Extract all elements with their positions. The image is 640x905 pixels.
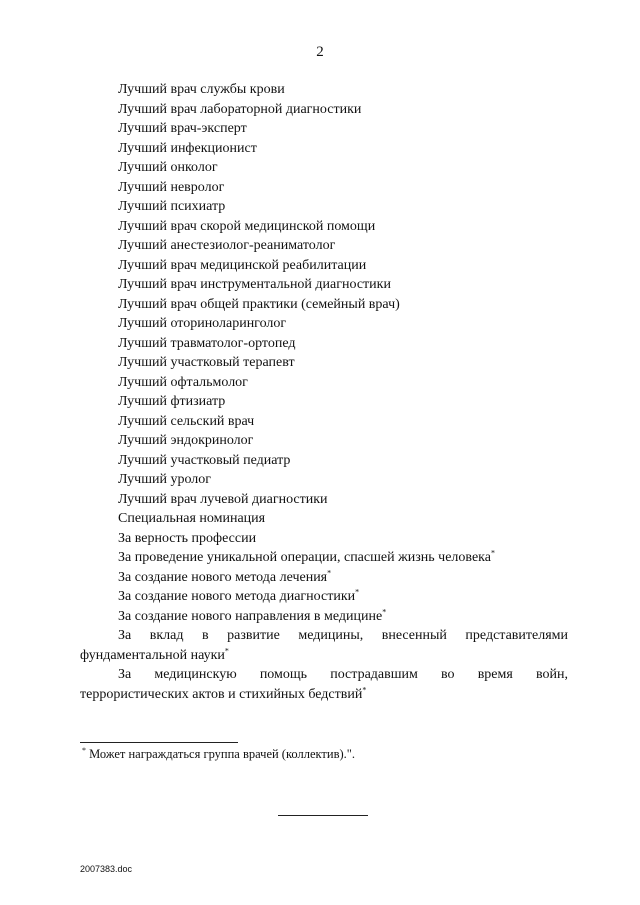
footnote-mark: * <box>382 606 387 616</box>
starred-item-text: За создание нового метода диагностики <box>118 589 356 604</box>
starred-item <box>118 548 568 568</box>
starred-item-text: За проведение уникальной операции, спасшей жизнь человека <box>118 550 491 565</box>
word: медицины, <box>298 628 364 643</box>
list-item: Лучший травматолог-ортопед <box>118 335 296 351</box>
paragraph-disaster-aid <box>80 665 568 704</box>
list-item: Лучший врач медицинской реабилитации <box>118 257 367 273</box>
word: пострадавшим <box>330 667 418 682</box>
list-item: За верность профессии <box>118 530 257 546</box>
paragraph-line <box>80 665 568 685</box>
list-item: Лучший невролог <box>118 179 225 195</box>
paragraph-line <box>80 685 568 705</box>
list-item: Лучший инфекционист <box>118 140 257 156</box>
word: войн, <box>535 667 568 682</box>
starred-item-text: За создание нового метода лечения <box>118 569 328 585</box>
word: в <box>202 628 209 643</box>
word: помощь <box>259 667 308 682</box>
starred-item <box>118 607 568 627</box>
list-item: Лучший фтизиатр <box>118 394 226 409</box>
list-item: Лучший анестезиолог-реаниматолог <box>118 238 336 253</box>
word: развитие <box>227 628 280 643</box>
footnote-mark: * <box>224 645 229 655</box>
list-item: Специальная номинация <box>118 511 266 526</box>
word: За <box>118 628 132 643</box>
word: представителями <box>465 628 568 643</box>
word: внесенный <box>381 628 447 643</box>
footnote-mark: * <box>82 745 86 755</box>
list-item: Лучший врач службы крови <box>118 82 285 97</box>
footnote-mark: * <box>362 684 367 694</box>
nomination-list <box>118 80 568 626</box>
word: время <box>477 667 513 682</box>
footnote-text: Может награждаться группа врачей (коллектив).". <box>89 747 355 761</box>
list-item: Лучший офтальмолог <box>118 374 248 390</box>
list-item: Лучший уролог <box>118 472 211 487</box>
list-item: Лучший оториноларинголог <box>118 316 287 331</box>
paragraph-fundamental-science <box>80 626 568 665</box>
list-item: Лучший врач лучевой диагностики <box>118 491 328 507</box>
paragraph-line <box>80 646 568 666</box>
paragraph-text: фундаментальной науки <box>80 647 225 663</box>
file-reference: 2007383.doc <box>80 864 133 874</box>
list-item: Лучший психиатр <box>118 199 226 214</box>
list-item: Лучший сельский врач <box>118 413 255 429</box>
list-item: Лучший онколог <box>118 160 218 175</box>
word: медицинскую <box>154 667 237 682</box>
starred-item-text: За создание нового направления в медицине <box>118 608 383 624</box>
list-item: Лучший врач скорой медицинской помощи <box>118 218 376 234</box>
list-item: Лучший врач инструментальной диагностики <box>118 277 391 292</box>
word: За <box>118 667 132 682</box>
list-item: Лучший врач общей практики (семейный врач) <box>118 296 400 312</box>
page-number: 2 <box>316 44 324 60</box>
word: вклад <box>149 628 184 643</box>
end-divider <box>278 815 368 816</box>
footnote-mark: * <box>490 548 495 558</box>
footnote-mark: * <box>355 587 360 597</box>
paragraph-text: террористических актов и стихийных бедствий <box>80 686 363 702</box>
list-item: Лучший эндокринолог <box>118 433 254 448</box>
starred-item <box>118 568 568 588</box>
footnote-mark: * <box>327 567 332 577</box>
footnote <box>82 747 355 762</box>
word: во <box>441 667 455 682</box>
list-item: Лучший врач лабораторной диагностики <box>118 101 362 117</box>
paragraph-line <box>80 626 568 646</box>
list-item: Лучший врач-эксперт <box>118 121 247 136</box>
footnote-divider <box>80 742 238 743</box>
list-item: Лучший участковый терапевт <box>118 355 295 370</box>
starred-item <box>118 587 568 607</box>
list-item: Лучший участковый педиатр <box>118 452 291 468</box>
